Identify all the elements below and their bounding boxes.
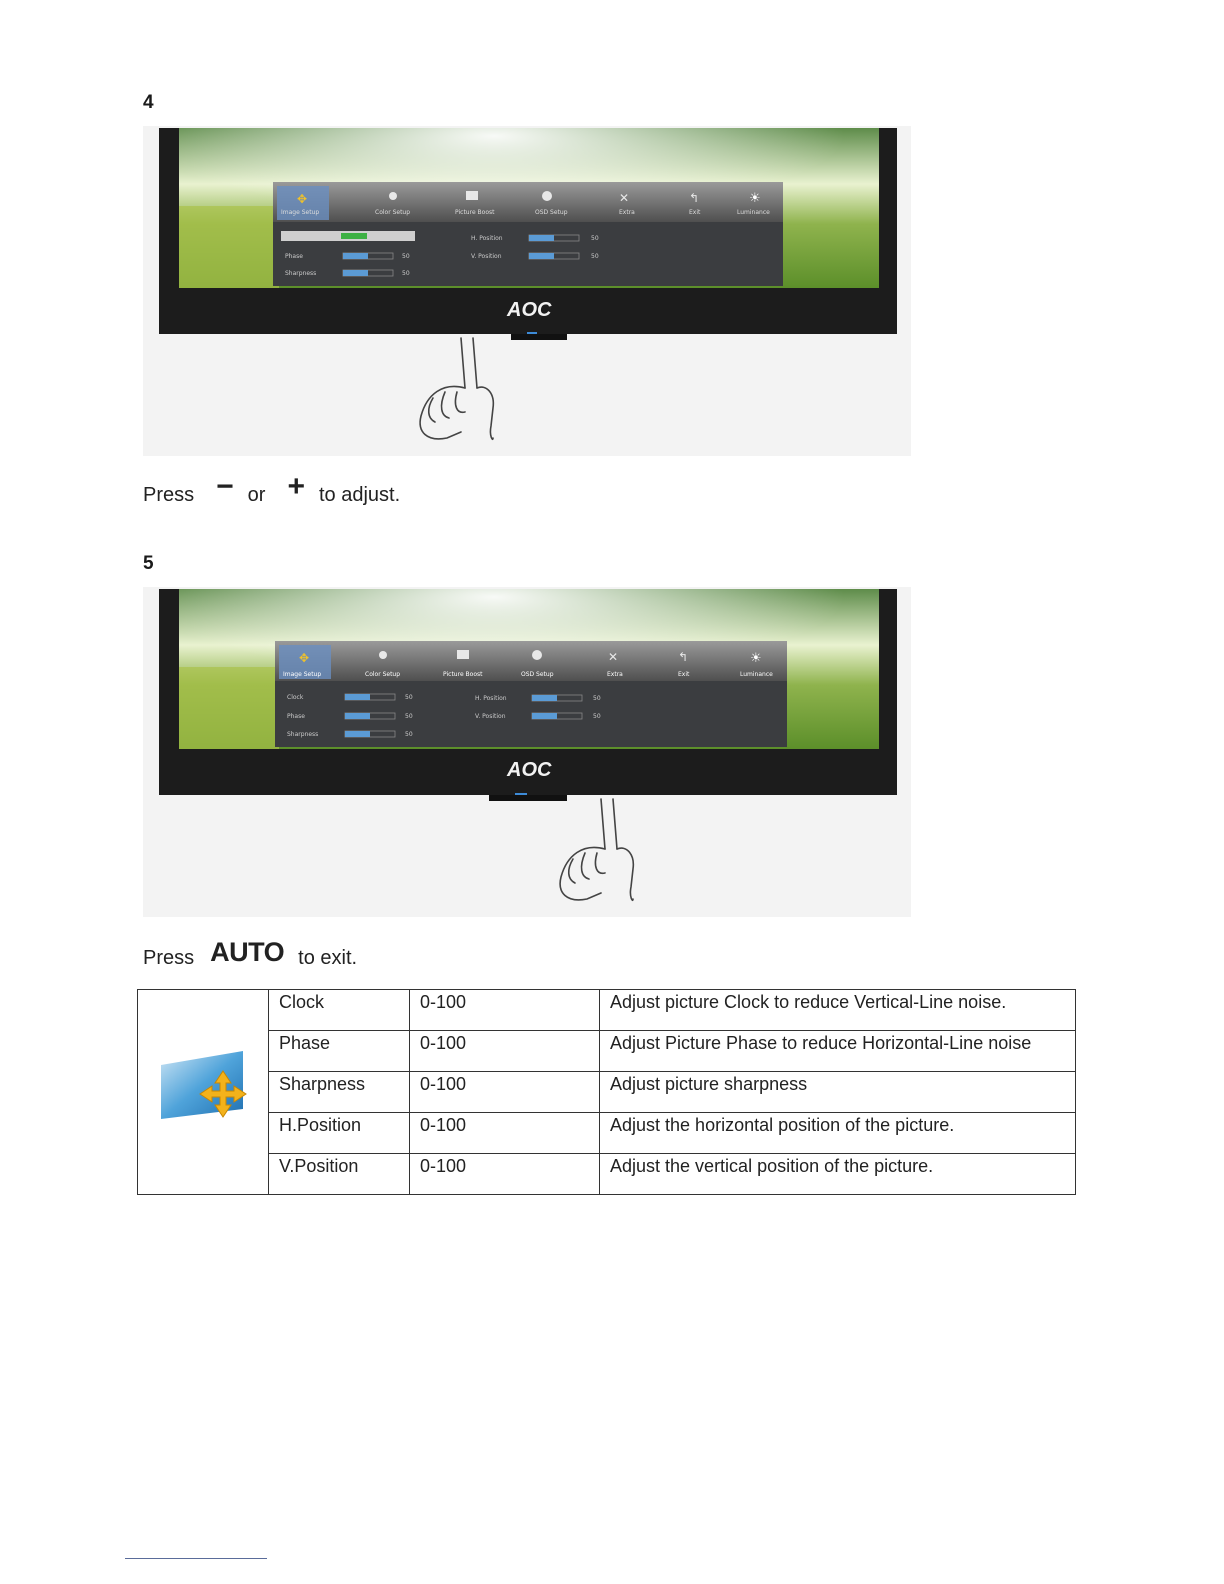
setting-range: 0-100 [410, 1113, 600, 1154]
osd-tab: OSD Setup [521, 671, 554, 678]
osd-tab: Color Setup [375, 209, 411, 216]
osd-item-label: Phase [285, 253, 303, 260]
caption-text: to adjust. [318, 483, 401, 506]
monitor-button-strip [489, 795, 567, 801]
table-row [138, 1154, 1076, 1195]
osd-item-value: 50 [405, 713, 413, 720]
osd-item-label: H. Position [471, 235, 503, 242]
setting-name: Phase [269, 1031, 410, 1072]
sharpness-slider-fill [345, 731, 370, 737]
phase-slider-fill [343, 253, 368, 259]
osd-item-label: Phase [287, 713, 305, 720]
osd-item-label: Sharpness [285, 270, 317, 277]
setting-name: Sharpness [269, 1072, 410, 1113]
osd-tab: Exit [678, 671, 690, 678]
sharpness-slider-fill [343, 270, 368, 276]
step-4-caption [143, 470, 401, 512]
osd-tab: Picture Boost [455, 209, 495, 216]
osd-tab: Luminance [737, 209, 770, 216]
osd-item-value: 50 [402, 253, 410, 260]
v-position-slider-fill [529, 253, 554, 259]
osd-tab: OSD Setup [535, 209, 568, 216]
clock-slider-fill [345, 694, 370, 700]
setting-range: 0-100 [410, 1154, 600, 1195]
step-number: 5 [143, 553, 154, 574]
luminance-icon: ☀ [749, 190, 761, 205]
color-setup-icon [379, 651, 387, 659]
table-row [138, 1113, 1076, 1154]
pressing-hand-icon [560, 799, 633, 900]
aoc-logo: AOC [507, 299, 552, 321]
osd-tab: Exit [689, 209, 701, 216]
osd-item-label: Clock [287, 694, 304, 701]
setting-name: H.Position [269, 1113, 410, 1154]
osd-setup-icon [532, 650, 542, 660]
table-row [138, 1031, 1076, 1072]
h-position-slider-fill [529, 235, 554, 241]
osd-item-value: 50 [593, 695, 601, 702]
image-setup-move-icon: ✥ [299, 651, 310, 665]
osd-tab: Image Setup [283, 671, 322, 678]
osd-tab: Picture Boost [443, 671, 483, 678]
osd-item-value: 50 [405, 694, 413, 701]
setting-description: Adjust Picture Phase to reduce Horizontal-Line noise [600, 1031, 1076, 1072]
osd-item-label: V. Position [475, 713, 506, 720]
table-row [138, 1072, 1076, 1113]
osd-item-value: 50 [593, 713, 601, 720]
step-5-caption [143, 937, 358, 974]
power-led [527, 332, 537, 334]
osd-item-label: V. Position [471, 253, 502, 260]
footnote-separator [125, 1558, 267, 1559]
v-position-slider-fill [532, 713, 557, 719]
aoc-logo: AOC [507, 759, 552, 781]
minus-key-icon: − [216, 470, 234, 503]
plus-key-icon: + [287, 470, 305, 503]
setting-description: Adjust picture Clock to reduce Vertical-Line noise. [600, 990, 1076, 1031]
image-setup-icon [157, 1047, 249, 1133]
table-icon-cell [138, 990, 269, 1195]
power-led [515, 793, 527, 795]
osd-tab: Luminance [740, 671, 773, 678]
color-setup-icon [389, 192, 397, 200]
exit-icon: ↰ [689, 191, 700, 205]
monitor-figure-step-5 [143, 587, 911, 917]
monitor-button-strip [511, 334, 567, 340]
osd-tab: Image Setup [281, 209, 320, 216]
osd-item-value: 50 [402, 270, 410, 277]
setting-range: 0-100 [410, 990, 600, 1031]
step-number: 4 [143, 92, 154, 113]
setting-range: 0-100 [410, 1031, 600, 1072]
osd-setup-icon [542, 191, 552, 201]
image-setup-move-icon: ✥ [297, 192, 308, 206]
caption-text: to exit. [298, 947, 358, 969]
setting-description: Adjust the horizontal position of the picture. [600, 1113, 1076, 1154]
osd-tab: Extra [607, 671, 623, 678]
osd-item-value: 50 [405, 731, 413, 738]
caption-text: or [247, 483, 266, 506]
setting-description: Adjust picture sharpness [600, 1072, 1076, 1113]
setting-name: V.Position [269, 1154, 410, 1195]
table-row [138, 990, 1076, 1031]
extra-icon: ✕ [608, 650, 619, 664]
phase-slider-fill [345, 713, 370, 719]
osd-tab: Extra [619, 209, 635, 216]
clock-level-fill [341, 233, 367, 239]
picture-boost-icon [457, 650, 469, 659]
osd-tab: Color Setup [365, 671, 401, 678]
picture-boost-icon [466, 191, 478, 200]
osd-item-value: 50 [591, 253, 599, 260]
osd-item-label: Sharpness [287, 731, 319, 738]
osd-item-label: H. Position [475, 695, 507, 702]
caption-text: Press [143, 483, 195, 506]
luminance-icon: ☀ [750, 650, 762, 665]
caption-text: Press [143, 947, 195, 969]
setting-name: Clock [269, 990, 410, 1031]
setting-description: Adjust the vertical position of the picture. [600, 1154, 1076, 1195]
extra-icon: ✕ [619, 191, 630, 205]
image-setup-table [137, 989, 1076, 1195]
osd-item-value: 50 [591, 235, 599, 242]
pressing-hand-icon [420, 338, 493, 439]
monitor-figure-step-4 [143, 126, 911, 456]
h-position-slider-fill [532, 695, 557, 701]
setting-range: 0-100 [410, 1072, 600, 1113]
auto-key-label: AUTO [210, 937, 285, 967]
exit-icon: ↰ [678, 650, 689, 664]
